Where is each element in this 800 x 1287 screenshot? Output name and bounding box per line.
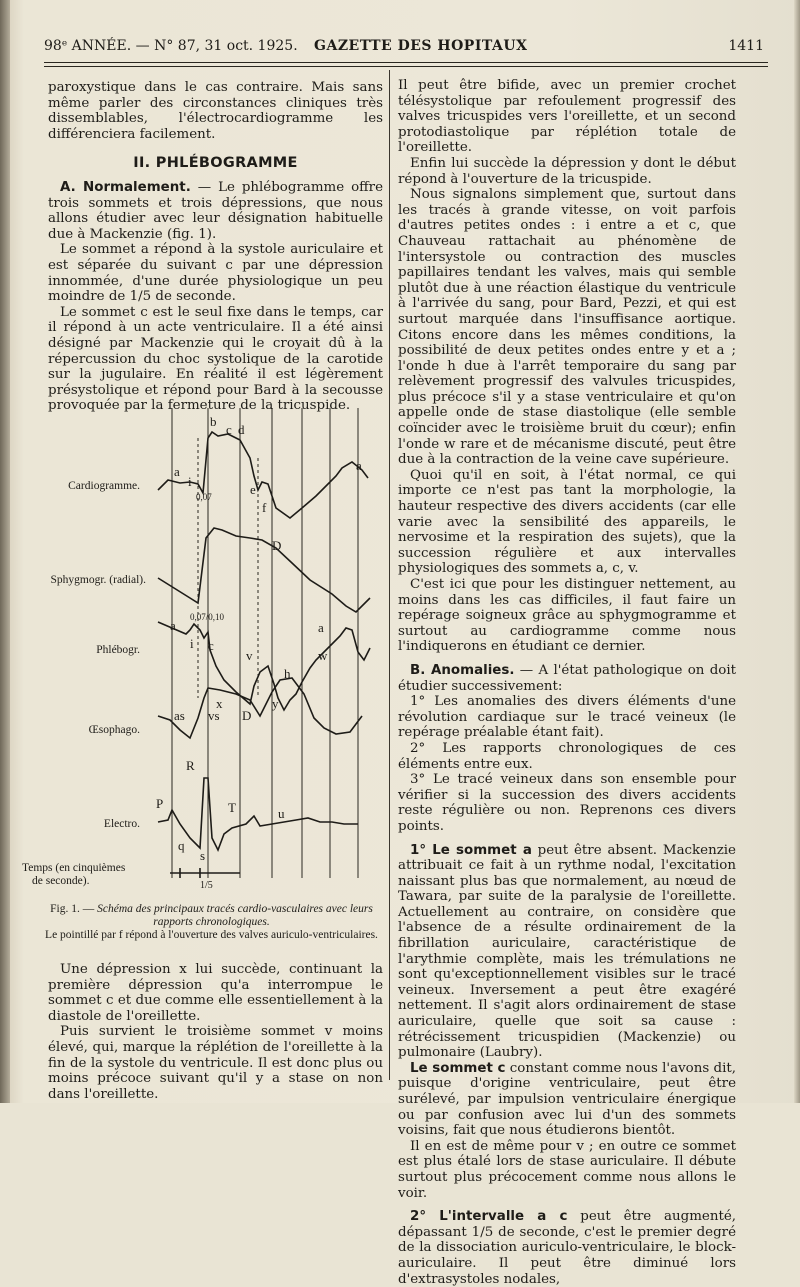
paragraph (398, 1061, 736, 1139)
journal-title: GAZETTE DES HOPITAUX (314, 38, 528, 54)
mark-e: e (250, 482, 256, 497)
figure-1 (22, 398, 380, 898)
mark-c-phlebo: c (208, 638, 214, 653)
mark-a: a (174, 464, 180, 479)
mark-fifth: 1/5 (200, 880, 213, 891)
mark-x: x (216, 696, 223, 711)
subsection-lead: A. Normalement. (60, 179, 191, 195)
mark-P: P (156, 796, 164, 811)
mark-w: w (318, 648, 328, 663)
mark-b: b (210, 414, 217, 429)
electrocardiogram-trace (158, 778, 358, 850)
paragraph: Le sommet c est le seul fixe dans le temps, car il répond à un acte ventriculaire. Il a été ainsi désigné par Mackenzie qui le croyait dû à la répercussion du choc systolique de la carotide sur la jugulaire. En réalité il est légèrement présystolique et répond pour Bard à la secousse provoquée par la fermeture de la tricuspide. (48, 304, 383, 414)
label-electrocardiogram: Electro. (103, 818, 140, 830)
paragraph: Puis survient le troisième sommet v moins élevé, qui, marque la réplétion de l'oreillette à la fin de la systole du ventricule. Il est donc plus ou moins précoce suivant qu'il y a stase on non dans l'oreillette. (48, 1024, 383, 1102)
paragraph: Nous signalons simplement que, surtout dans les tracés à grande vitesse, on voit parfois d'autres petites ondes : i entre a et c, que Chauveau rattachait au phénomène de l'intersystole ou contraction des muscles papillaires tendant les valves, mais qui semble plutôt due à une réaction élastique du ventricule à l'arrivée du sang, pour Bard, Pezzi, et qui est surtout marquée dans l'insuffisance aortique. Citons encore dans les mêmes conditions, la possibilité de deux petites ondes entre y et a ; l'onde h due à l'arrêt temporaire du sang par relèvement progressif des valvules tricuspides, plus précoce s'il y a stase ventriculaire et qu'on appelle onde de stase diastolique (elle semble coïncider avec le troisième bruit du cœur); enfin l'onde w rare et de mécanisme discuté, peut être due à la contraction de la veine cave supérieure. (398, 187, 736, 468)
mark-c: c (226, 422, 232, 437)
mark-f: f (262, 500, 267, 515)
sphygmogram-trace (158, 528, 370, 612)
book-spine-shadow (0, 0, 10, 1103)
mark-007: 0,07 (196, 492, 212, 502)
column-divider (389, 70, 390, 1080)
mark-s: s (200, 848, 206, 863)
label-phlebogram: Phlébogr. (96, 644, 140, 656)
mark-u: u (278, 806, 285, 821)
paragraph-text: — Le phlébogramme offre trois sommets et trois dépressions, que nous allons étudier avec leur désignation habituelle due à Mackenzie (fig. 1). (48, 179, 383, 242)
paragraph: C'est ici que pour les distinguer nettement, au moins dans les cas difficiles, il faut faire un repérage soigneux grâce au sphygmogramme et surtout au cardiogramme comme nous l'indiquerons en étudiant ce dernier. (398, 577, 736, 655)
label-cardiogram: Cardiogramme. (68, 480, 140, 492)
paragraph (48, 180, 383, 242)
left-column-bottom (48, 962, 383, 1102)
mark-a-phlebo: a (318, 620, 324, 635)
paragraph-text: — A l'état pathologique on doit étudier successivement: (398, 662, 736, 694)
mark-q: q (178, 838, 185, 853)
mark-h: h (284, 666, 291, 681)
paragraph: Quoi qu'il en soit, à l'état normal, ce qui importe ce n'est pas tant la morphologie, la hauteur respective des divers accidents (car elle varie avec la sensibilité des appareils, le nervosime et la respiration des sujets), que la succession régulière et aux intervalles physiologiques des sommets a, c, v. (398, 467, 736, 577)
esophagogram-trace (158, 678, 362, 738)
paragraph (398, 663, 736, 694)
caption-note: Le pointillé par f répond à l'ouverture des valves auriculo-ventriculaires. (45, 929, 378, 941)
paragraph-text: peut être absent. Mackenzie attribuait ce fait à un rythme nodal, l'excitation naissant plus bas que normalement, au nœud de Tawara, par suite de la paralysie de l'oreillette. Actuellement au contraire, on considère que l'absence de a résulte ordinairement de la fibrillation auriculaire, caractéristique de l'arythmie complète, mais les trémulations ne sont qu'exceptionnellement visibles sur le tracé veineux. Inversement a peut être exagéré nettement. Il s'agit alors ordinairement de stase auriculaire, quelle que soit sa cause : rétrécissement tricuspidien (Mackenzie) ou pulmonaire (Laubry). (398, 842, 736, 1061)
page-edge (794, 0, 800, 1103)
mark-D: D (272, 538, 282, 553)
mark-T: T (228, 800, 236, 815)
paragraph: 1° Les anomalies des divers éléments d'une révolution cardiaque sur le tracé veineux (le repérage préalable étant fait). (398, 694, 736, 741)
point-lead: 1° Le sommet a (410, 842, 532, 858)
paragraph (398, 1209, 736, 1287)
time-scale (170, 868, 240, 878)
left-column (48, 80, 383, 414)
issue-info: 98ᵉ ANNÉE. — N° 87, 31 oct. 1925. (44, 38, 298, 54)
section-heading: II. PHLÉBOGRAMME (133, 155, 298, 172)
running-header (44, 38, 764, 58)
label-time-2: de seconde). (32, 875, 90, 887)
mark-D-oeso: D (242, 708, 252, 723)
paragraph-text: peut être augmenté, dépassant 1/5 de seconde, c'est le premier degré de la dissociation auriculo-ventriculaire, le block-auriculaire. Il peut être diminué lors d'extrasystoles nodales, (398, 1209, 737, 1287)
mark-a-left: a (170, 618, 176, 633)
figure-caption (44, 903, 379, 942)
label-sphygmogram: Sphygmogr. (radial). (50, 574, 146, 586)
point-lead: Le sommet c (410, 1060, 506, 1076)
point-lead: 2° L'intervalle a c (410, 1209, 568, 1225)
paragraph: 3° Le tracé veineux dans son ensemble pour vérifier si la succession des divers accidents reste régulière ou non. Reprenons ces divers points. (398, 772, 736, 834)
mark-i: i (188, 474, 192, 489)
paragraph: 2° Les rapports chronologiques de ces éléments entre eux. (398, 740, 736, 772)
caption-title: Schéma des principaux tracés cardio-vasculaires avec leurs rapports chronologiques. (97, 903, 373, 928)
mark-R: R (186, 758, 195, 773)
right-column (398, 78, 736, 1287)
mark-d: d (238, 422, 245, 437)
page-number: 1411 (728, 38, 764, 54)
mark-i-phlebo: i (190, 636, 194, 651)
mark-a-cardio: a (356, 458, 362, 473)
paragraph: Une dépression x lui succède, continuant la première dépression qu'a interrompue le sommet c et due comme elle essentiellement à la diastole de l'oreillette. (48, 962, 383, 1024)
paragraph: Le sommet a répond à la systole auriculaire et est séparée du suivant c par une dépression innommée, d'une durée physiologique un peu moindre de 1/5 de seconde. (48, 242, 383, 305)
paragraph: Il peut être bifide, avec un premier crochet télésystolique par refoulement progressif des valves tricuspides vers l'oreillette, et un second protodiastolique par réplétion totale de l'oreillette. (398, 78, 736, 156)
paragraph: paroxystique dans le cas contraire. Mais sans même parler des circonstances cliniques très dissemblables, l'électrocardiogramme les différenciera facilement. (48, 80, 383, 142)
paragraph: Il en est de même pour v ; en outre ce sommet est plus étalé lors de stase auriculaire. Il débute surtout plus précocement comme nous allons le voir. (398, 1138, 736, 1201)
header-rule-top (44, 62, 768, 63)
subsection-lead: B. Anomalies. (410, 662, 515, 678)
paragraph-text: constant comme nous l'avons dit, puisque d'origine ventriculaire, peut être surélevé, par impulsion ventriculaire énergique ou par confusion avec lui d'un des sommets voisins, fait que nous étudierons bientôt. (398, 1060, 736, 1139)
label-esophagogram: Œsophago. (88, 724, 140, 736)
paragraph: Enfin lui succède la dépression y dont le début répond à l'ouverture de la tricuspide. (398, 155, 736, 187)
mark-as: as (174, 708, 185, 723)
mark-007-010: 0,07/0,10 (190, 612, 225, 622)
mark-vs: vs (208, 708, 220, 723)
caption-lead: Fig. 1. — (50, 903, 95, 915)
mark-v: v (246, 648, 253, 663)
label-time-1: Temps (en cinquièmes (22, 862, 126, 874)
paragraph (398, 843, 736, 1061)
header-rule-bottom (44, 66, 768, 67)
mark-y: y (272, 696, 279, 711)
